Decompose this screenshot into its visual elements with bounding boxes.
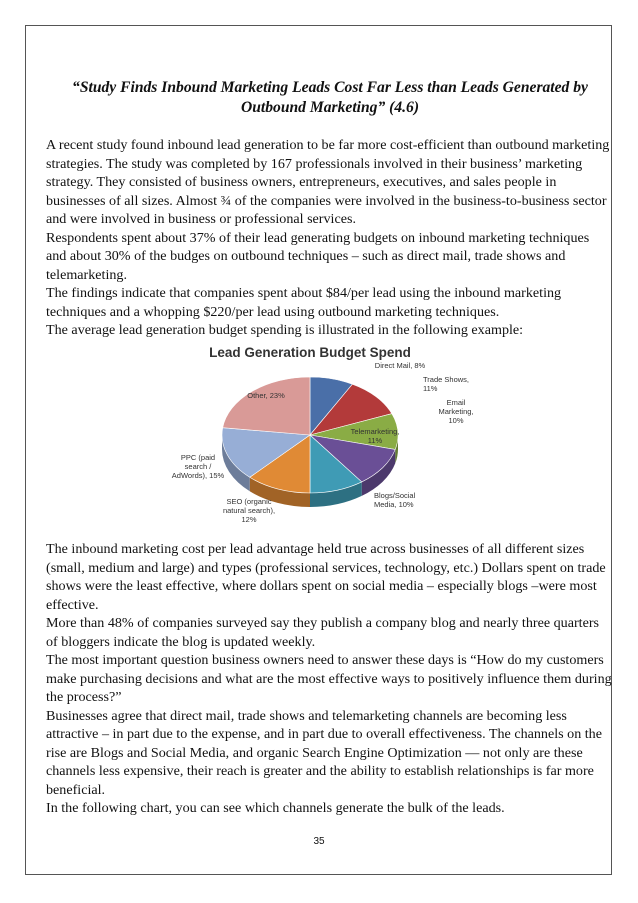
body-text-bottom bbox=[46, 540, 612, 818]
pie-label-ppc: PPC (paid search / AdWords), 15% bbox=[171, 453, 225, 480]
article-title: “Study Finds Inbound Marketing Leads Cost Far Less than Leads Generated by Outbound Marketing” (4.6) bbox=[72, 79, 588, 116]
paragraph: In the following chart, you can see which channels generate the bulk of the leads. bbox=[46, 800, 505, 816]
pie-label-seo: SEO (organic natural search), 12% bbox=[222, 497, 276, 524]
page-number: 35 bbox=[313, 836, 325, 847]
body-text-top bbox=[46, 136, 612, 340]
pie-label-direct-mail: Direct Mail, 8% bbox=[374, 361, 426, 370]
pie-slice-other bbox=[223, 377, 310, 435]
pie-label-email-marketing: Email Marketing, 10% bbox=[438, 398, 474, 425]
pie-label-trade-shows: Trade Shows, 11% bbox=[423, 375, 469, 393]
paragraph: The most important question business owners need to answer these days is “How do my customers make purchasing decisions and what are the most effective ways to positively influence them during the process?” bbox=[46, 652, 612, 705]
paragraph: A recent study found inbound lead generation to be far more cost-efficient than outbound marketing strategies. The study was completed by 167 professionals involved in their business’ marketing strategy. They consisted of business owners, entrepreneurs, executives, and sales people in businesses of all sizes. Almost ¾ of the companies were involved in the business-to-business sector and were involved in business or professional services. bbox=[46, 137, 610, 227]
pie-label-blogs-social-media: Blogs/Social Media, 10% bbox=[374, 491, 416, 509]
paragraph: Businesses agree that direct mail, trade shows and telemarketing channels are becoming less attractive – in part due to the expense, and in part due to overall effectiveness. The channels on the rise are Blogs and Social Media, and organic Search Engine Optimization — not only are these channels less expensive, their reach is greater and the ability to establish relationships is far more beneficial. bbox=[46, 707, 602, 798]
pie-label-telemarketing: Telemarketing, 11% bbox=[350, 427, 400, 445]
chart-title: Lead Generation Budget Spend bbox=[209, 345, 411, 360]
lead-budget-pie-chart bbox=[160, 335, 480, 535]
paragraph: Respondents spent about 37% of their lead generating budgets on inbound marketing techniques and about 30% of the budges on outbound techniques – such as direct mail, trade shows and telemarketing. bbox=[46, 229, 590, 283]
paragraph: The average lead generation budget spending is illustrated in the following example: bbox=[46, 322, 524, 338]
paragraph: The inbound marketing cost per lead advantage held true across businesses of all different sizes (small, medium and large) and types (professional services, technology, etc.) Dollars spent on trade shows were the least effective, where dollars spent on social media – especially blogs –were most effective. bbox=[46, 541, 606, 613]
paragraph: The findings indicate that companies spent about $84/per lead using the inbound marketing techniques and a whopping $220/per lead using outbound marketing techniques. bbox=[46, 285, 562, 320]
paragraph: More than 48% of companies surveyed say they publish a company blog and nearly three quarters of bloggers indicate the blog is updated weekly. bbox=[46, 615, 600, 650]
pie-label-other: Other, 23% bbox=[247, 391, 285, 400]
